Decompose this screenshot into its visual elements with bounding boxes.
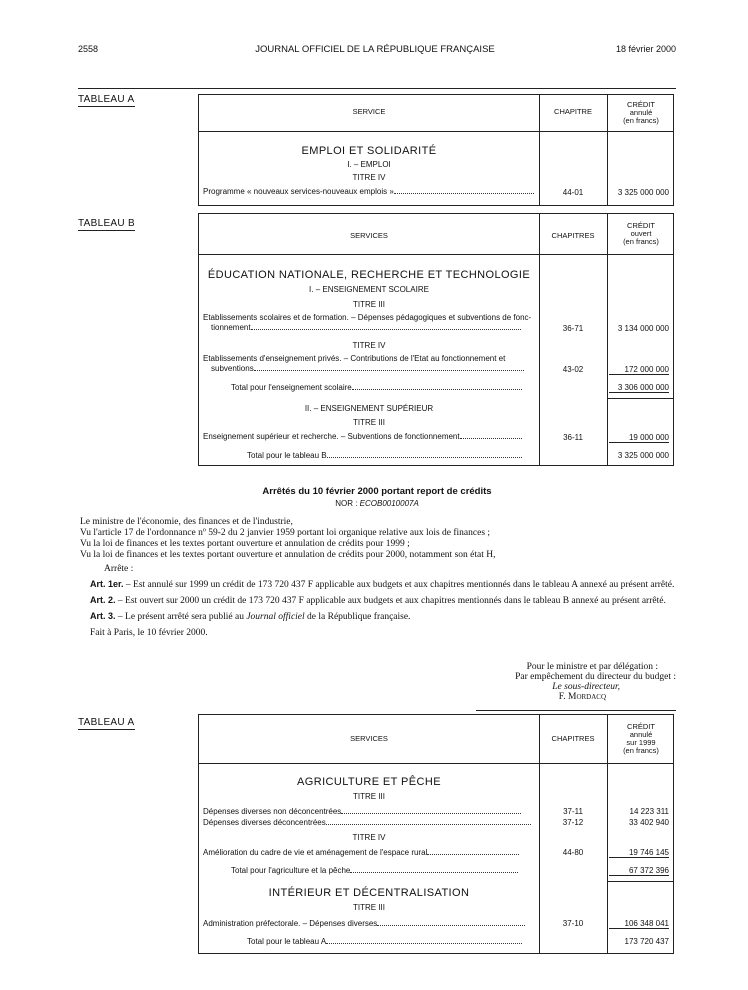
section-heading: I. – EMPLOI: [347, 160, 391, 169]
col-header-service: SERVICE: [352, 107, 386, 116]
total-row: Total pour le tableau A: [203, 937, 539, 947]
fait-a-paris: Fait à Paris, le 10 février 2000.: [90, 628, 208, 638]
titre-heading: TITRE III: [353, 903, 385, 912]
table-a1: [198, 94, 674, 206]
row-amount: 19 746 145: [609, 848, 669, 858]
arrete-body: [80, 517, 676, 639]
titre-heading: TITRE IV: [352, 173, 386, 182]
divider: [78, 88, 676, 89]
ministry-heading: AGRICULTURE ET PÊCHE: [297, 776, 441, 788]
row-amount: 3 325 000 000: [617, 188, 669, 197]
visa-line: Vu la loi de finances et les textes portant ouverture et annulation de crédits pour 2000, notamment son état H,: [80, 550, 496, 560]
row-amount: 14 223 311: [629, 807, 669, 816]
journal-title: JOURNAL OFFICIEL DE LA RÉPUBLIQUE FRANÇAISE: [255, 44, 495, 55]
row-chapitre: 36-71: [562, 324, 584, 333]
col-header-chapitres: CHAPITRES: [551, 734, 595, 743]
table-b: [198, 213, 674, 466]
col-header-credit: CRÉDIT annulé sur 1999 (en francs): [623, 722, 659, 755]
section-heading: II. – ENSEIGNEMENT SUPÉRIEUR: [304, 404, 434, 413]
table-row: Etablissements d'enseignement privés. – Contributions de l'Etat au fonctionnement et subventions: [203, 354, 539, 374]
row-chapitre: 37-11: [563, 807, 583, 816]
row-chapitre: 37-12: [562, 818, 584, 827]
article-1: Art. 1er. – Est annulé sur 1999 un crédit de 173 720 437 F applicable aux budgets et aux chapitres mentionnés dans le tableau A annexé au présent arrêté.: [90, 579, 675, 590]
row-amount: 33 402 940: [628, 818, 669, 827]
row-amount: 106 348 041: [609, 919, 669, 929]
row-chapitre: 36-11: [563, 433, 583, 442]
arrete-word: Arrête :: [104, 564, 134, 574]
table-a2: [198, 714, 674, 954]
titre-heading: TITRE III: [353, 300, 385, 309]
row-chapitre: 44-80: [562, 848, 584, 857]
divider: [476, 710, 676, 711]
titre-heading: TITRE III: [353, 418, 385, 427]
arrete-title: Arrêtés du 10 février 2000 portant report de crédits: [262, 486, 492, 497]
titre-heading: TITRE IV: [352, 341, 386, 350]
col-header-credit: CRÉDIT annulé (en francs): [623, 100, 659, 125]
col-header-services: SERVICES: [350, 734, 388, 743]
visa-line: Vu la loi de finances et les textes portant ouverture et annulation de crédits pour 1999 ;: [80, 539, 410, 549]
table-row: Enseignement supérieur et recherche. – Subventions de fonctionnement: [203, 432, 539, 442]
titre-heading: TITRE IV: [352, 833, 386, 842]
page-number: 2558: [78, 44, 99, 54]
ministry-heading: INTÉRIEUR ET DÉCENTRALISATION: [268, 887, 470, 899]
total-row: Total pour le tableau B: [203, 451, 539, 461]
col-header-services: SERVICES: [350, 231, 388, 240]
table-a2-label: TABLEAU A: [78, 717, 135, 728]
row-chapitre: 37-10: [562, 919, 584, 928]
row-amount: 172 000 000: [609, 365, 669, 375]
total-amount: 173 720 437: [624, 937, 669, 946]
table-row: Administration préfectorale. – Dépenses diverses: [203, 919, 539, 929]
table-row: Programme « nouveaux services-nouveaux emplois »: [203, 187, 539, 197]
table-row: Amélioration du cadre de vie et aménagement de l'espace rural: [203, 848, 539, 858]
page-date: 18 février 2000: [615, 44, 676, 54]
col-header-chapitre: CHAPITRE: [554, 107, 592, 116]
row-amount: 3 134 000 000: [617, 324, 669, 333]
section-heading: I. – ENSEIGNEMENT SCOLAIRE: [309, 285, 429, 294]
table-b-label: TABLEAU B: [78, 218, 135, 229]
total-amount: 3 306 000 000: [609, 383, 669, 393]
total-amount: 67 372 396: [609, 866, 669, 876]
total-amount: 3 325 000 000: [617, 451, 669, 460]
table-row: Etablissements scolaires et de formation. – Dépenses pédagogiques et subventions de fonc- tionnement: [203, 313, 532, 332]
titre-heading: TITRE III: [353, 792, 385, 801]
total-row: Total pour l'agriculture et la pêche: [203, 866, 539, 876]
article-3: Art. 3. – Le présent arrêté sera publié au Journal officiel de la République française.: [90, 611, 411, 622]
table-row: Dépenses diverses non déconcentrées: [203, 807, 539, 817]
row-chapitre: 44-01: [562, 188, 584, 197]
col-header-credit: CRÉDIT ouvert (en francs): [623, 221, 659, 246]
row-chapitre: 43-02: [562, 365, 584, 374]
table-a1-label: TABLEAU A: [78, 94, 135, 105]
ministry-heading: ÉDUCATION NATIONALE, RECHERCHE ET TECHNOLOGIE: [207, 269, 531, 281]
signature-block: Pour le ministre et par délégation : Par empêchement du directeur du budget : Le sous-directeur, F. Mordacq: [515, 662, 676, 702]
total-row: Total pour l'enseignement scolaire: [203, 383, 539, 393]
row-amount: 19 000 000: [609, 433, 669, 443]
visa-line: Vu l'article 17 de l'ordonnance nº 59-2 du 2 janvier 1959 portant loi organique relative aux lois de finances ;: [80, 528, 491, 538]
col-header-chapitres: CHAPITRES: [551, 231, 595, 240]
nor-line: NOR : ECOB0010007A: [335, 499, 419, 508]
ministry-heading: EMPLOI ET SOLIDARITÉ: [301, 145, 437, 157]
article-2: Art. 2. – Est ouvert sur 2000 un crédit de 173 720 437 F applicable aux budgets et aux chapitres mentionnés dans le tableau B annexé au présent arrêté.: [90, 595, 666, 606]
table-row: Dépenses diverses déconcentrées: [203, 818, 539, 828]
visa-line: Le ministre de l'économie, des finances et de l'industrie,: [80, 517, 293, 527]
